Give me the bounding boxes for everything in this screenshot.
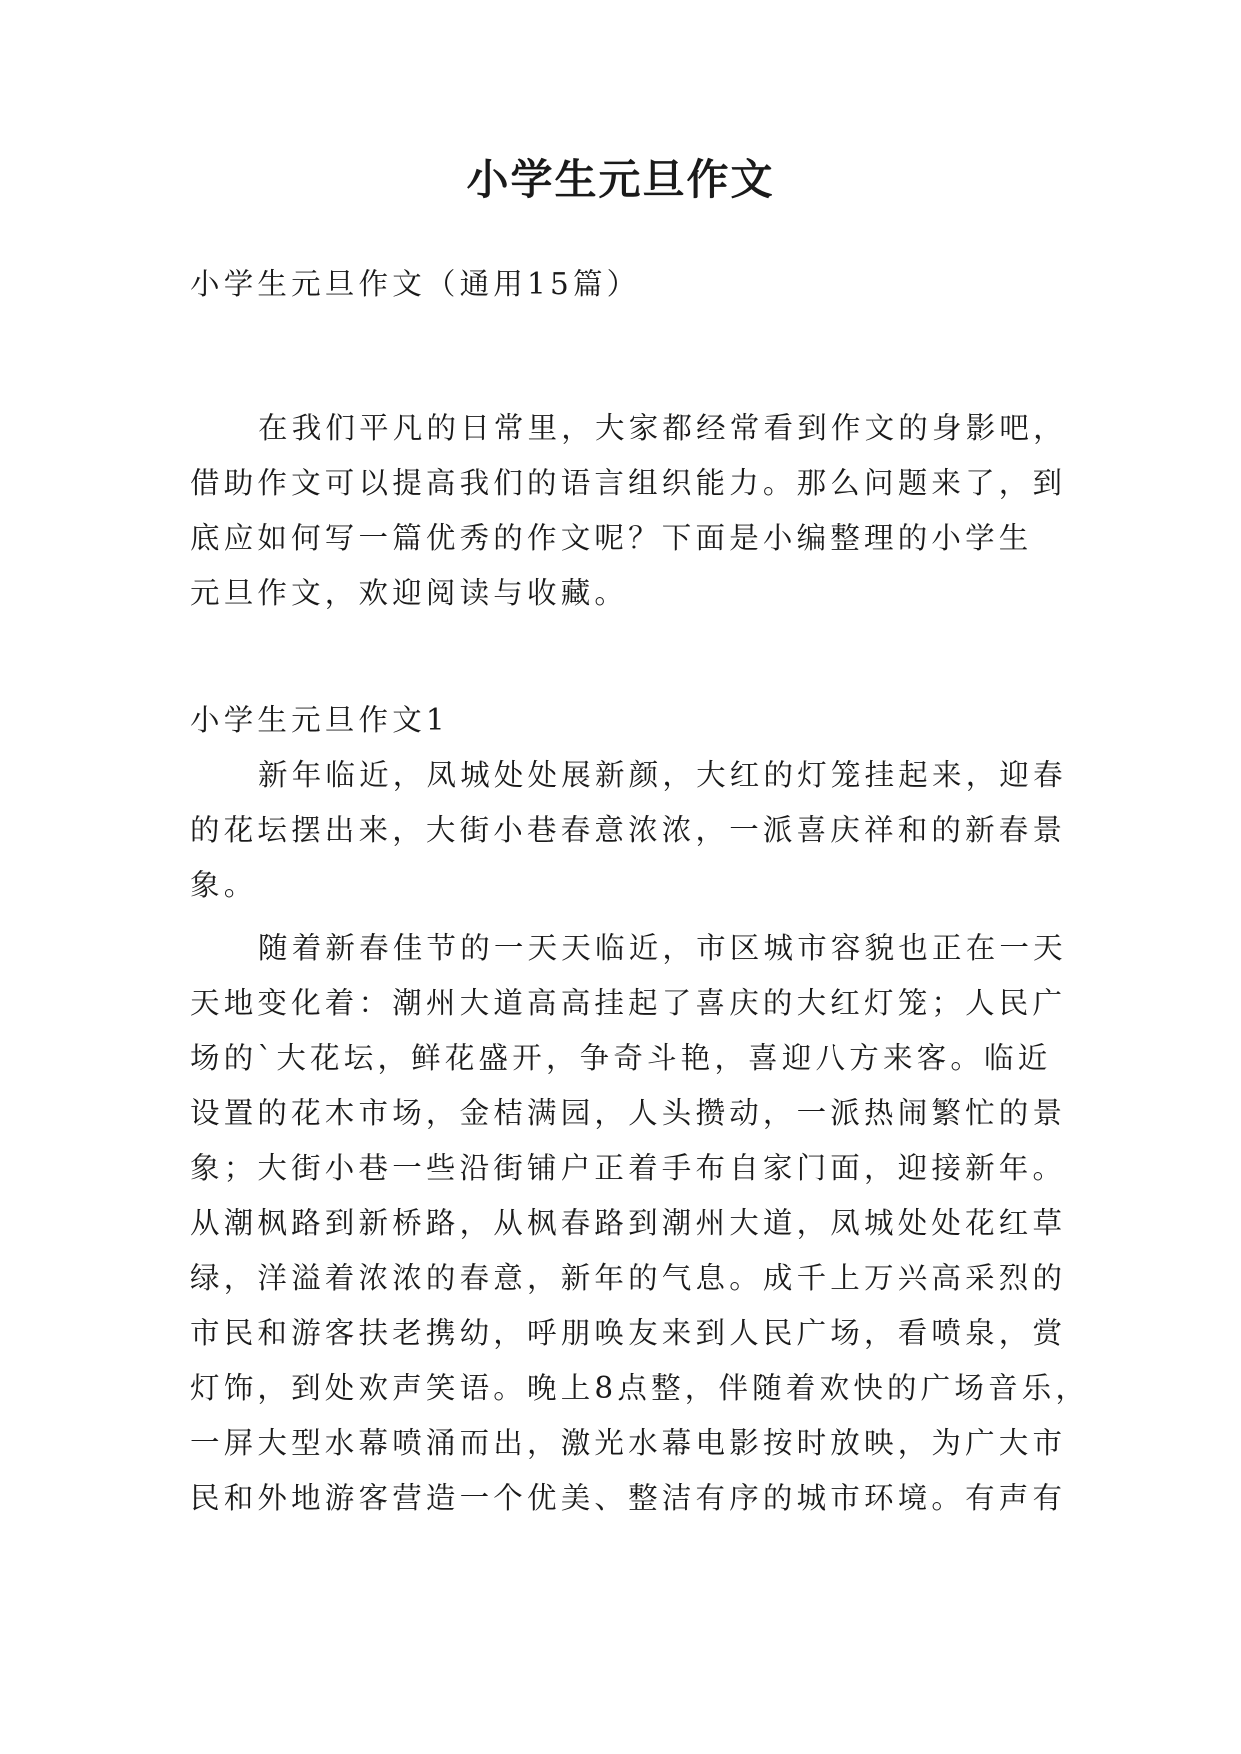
section-heading: 小学生元旦作文1 [190, 703, 449, 737]
paragraph-line: 的花坛摆出来，大街小巷春意浓浓，一派喜庆祥和的新春景 [190, 813, 1067, 847]
paragraph-line: 从潮枫路到新桥路，从枫春路到潮州大道，凤城处处花红草 [190, 1206, 1067, 1240]
paragraph-line: 场的`大花坛，鲜花盛开，争奇斗艳，喜迎八方来客。临近 [190, 1041, 1052, 1075]
intro-line: 元旦作文，欢迎阅读与收藏。 [190, 576, 629, 610]
paragraph-line: 市民和游客扶老携幼，呼朋唤友来到人民广场，看喷泉，赏 [190, 1316, 1067, 1350]
document-title: 小学生元旦作文 [466, 155, 775, 204]
document-subtitle: 小学生元旦作文（通用15篇） [190, 267, 641, 301]
intro-line: 底应如何写一篇优秀的作文呢？下面是小编整理的小学生 [190, 521, 1033, 555]
intro-line: 在我们平凡的日常里，大家都经常看到作文的身影吧， [258, 411, 1067, 445]
paragraph-line: 新年临近，凤城处处展新颜，大红的灯笼挂起来，迎春 [258, 758, 1067, 792]
paragraph-line: 一屏大型水幕喷涌而出，激光水幕电影按时放映，为广大市 [190, 1426, 1067, 1460]
paragraph-line: 灯饰，到处欢声笑语。晚上8点整，伴随着欢快的广场音乐， [190, 1371, 1090, 1405]
paragraph-line: 象。 [190, 868, 258, 902]
paragraph-line: 民和外地游客营造一个优美、整洁有序的城市环境。有声有 [190, 1481, 1067, 1515]
paragraph-line: 设置的花木市场，金桔满园，人头攒动，一派热闹繁忙的景 [190, 1096, 1067, 1130]
paragraph-line: 天地变化着：潮州大道高高挂起了喜庆的大红灯笼；人民广 [190, 986, 1067, 1020]
paragraph-line: 象；大街小巷一些沿街铺户正着手布自家门面，迎接新年。 [190, 1151, 1067, 1185]
intro-line: 借助作文可以提高我们的语言组织能力。那么问题来了，到 [190, 466, 1067, 500]
paragraph-line: 随着新春佳节的一天天临近，市区城市容貌也正在一天 [258, 931, 1067, 965]
paragraph-line: 绿，洋溢着浓浓的春意，新年的气息。成千上万兴高采烈的 [190, 1261, 1067, 1295]
